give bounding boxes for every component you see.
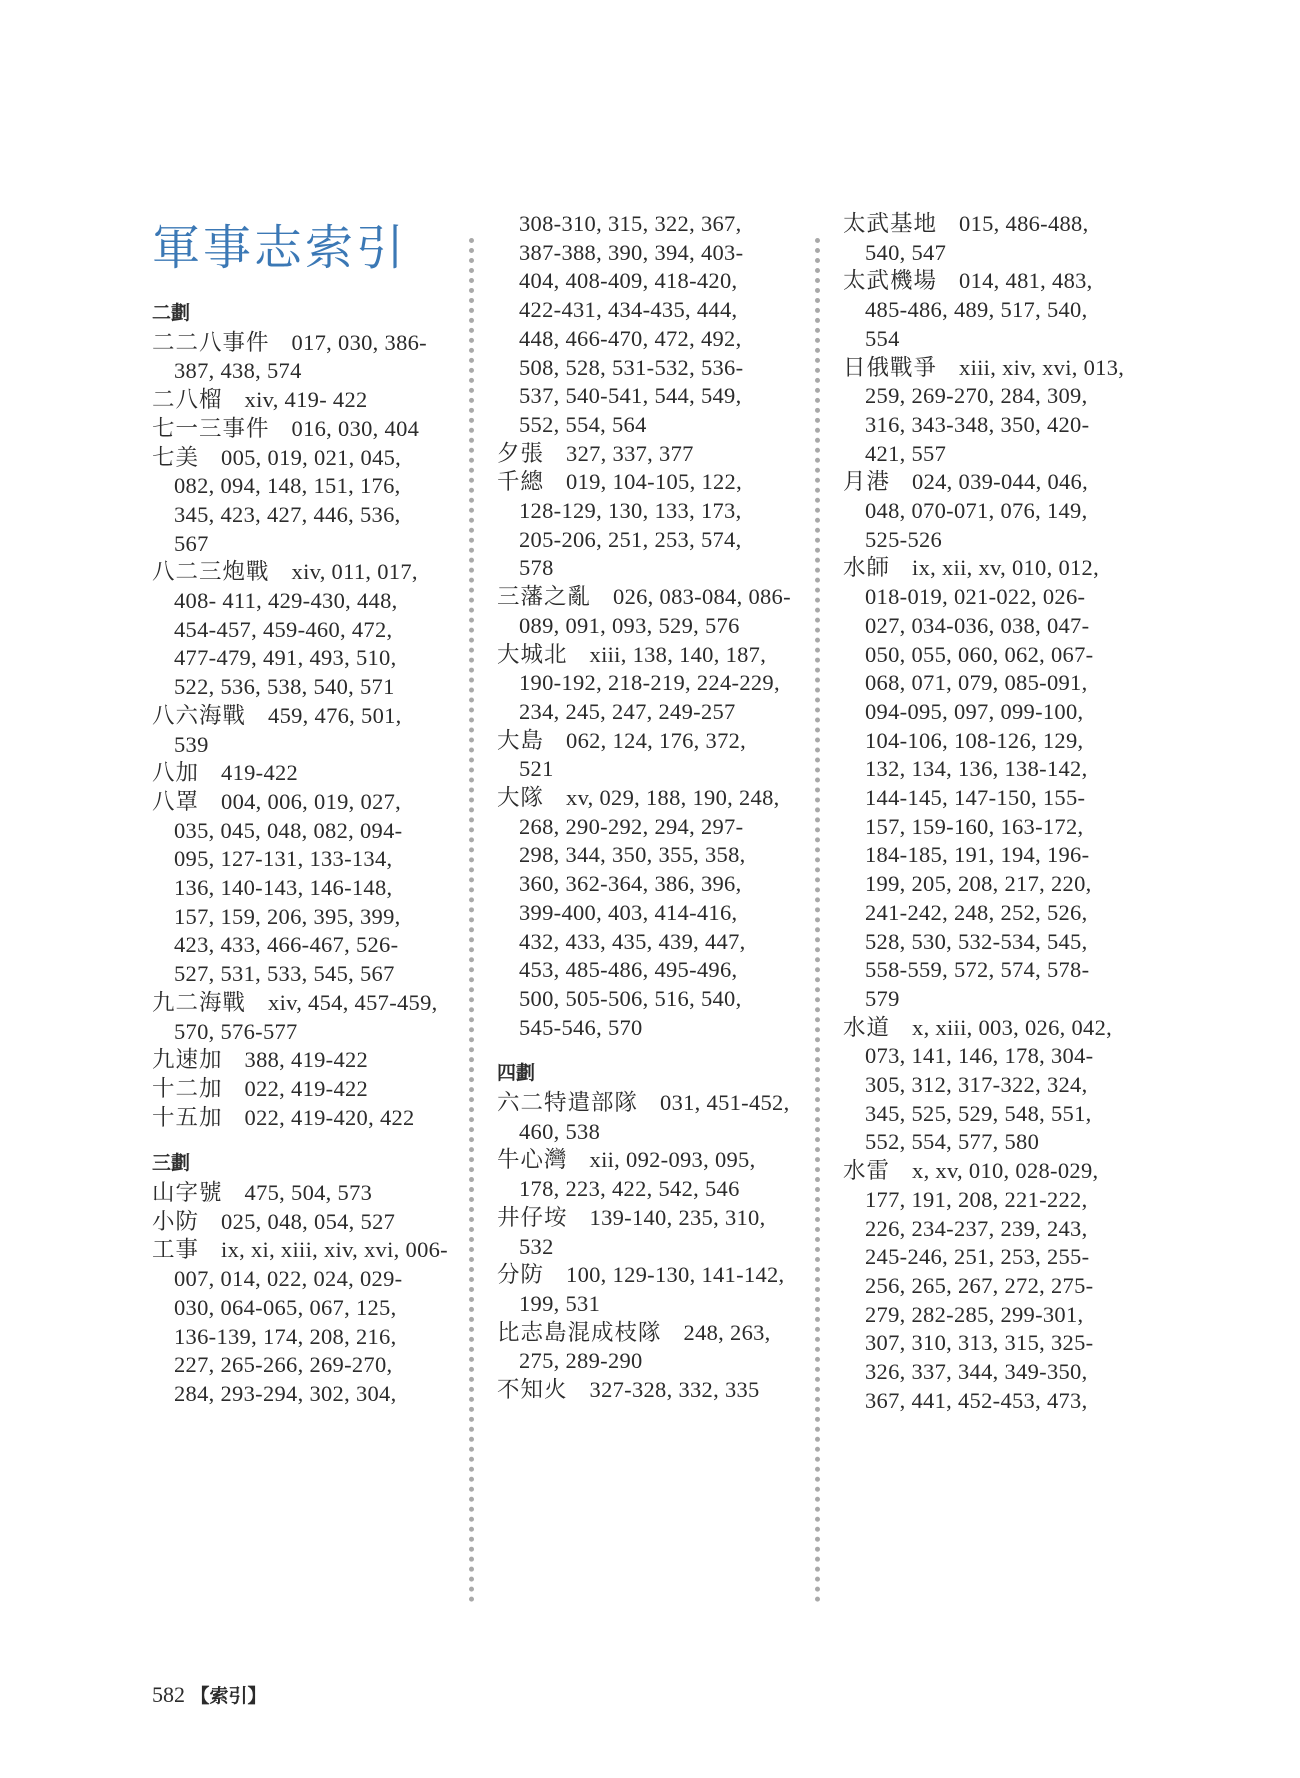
section-label: 【索引】 [190,1685,267,1707]
index-term: 比志島混成枝隊 [497,1319,662,1345]
column-divider [815,238,820,1603]
index-pages: xiv, 454, 457-459, [268,989,438,1015]
index-pages: 387, 438, 574 [174,358,302,384]
index-pages: 062, 124, 176, 372, [566,727,747,753]
index-pages: 408- 411, 429-430, 448, [174,588,398,613]
index-pages: 014, 481, 483, [959,268,1093,294]
index-term: 二八榴 [152,387,223,413]
index-pages: 030, 064-065, 067, 125, [174,1294,397,1320]
index-pages: 399-400, 403, 414-416, [519,899,738,925]
index-pages: 485-486, 489, 517, 540, [865,297,1088,323]
index-pages: 432, 433, 435, 439, 447, [519,928,746,954]
index-pages: 024, 039-044, 046, [912,469,1089,495]
index-pages: ix, xi, xiii, xiv, xvi, 006- [221,1237,448,1263]
index-pages: 448, 466-470, 472, 492, [519,325,742,351]
index-pages: 190-192, 218-219, 224-229, [519,670,780,696]
index-pages: 298, 344, 350, 355, 358, [519,842,746,868]
index-pages: x, xv, 010, 028-029, [912,1158,1099,1184]
index-pages: 199, 205, 208, 217, 220, [865,871,1092,897]
index-pages: 136, 140-143, 146-148, [174,875,393,900]
index-pages: xiv, 011, 017, [291,559,418,585]
index-pages: 017, 030, 386- [291,329,427,355]
index-term: 水師 [843,555,891,581]
index-pages: 048, 070-071, 076, 149, [865,498,1088,523]
index-pages: 316, 343-348, 350, 420- [865,411,1090,437]
index-pages: 205-206, 251, 253, 574, [519,526,742,552]
index-pages: 387-388, 390, 394, 403- [519,239,744,265]
index-term: 七一三事件 [152,415,270,441]
index-pages: 453, 485-486, 495-496, [519,957,738,983]
index-term: 月港 [843,469,891,495]
index-pages: 018-019, 021-022, 026- [865,584,1086,610]
index-pages: 521 [519,756,554,782]
index-pages: xii, 092-093, 095, [589,1147,756,1173]
index-pages: 388, 419-422 [244,1047,369,1073]
index-pages: 089, 091, 093, 529, 576 [519,612,740,638]
index-pages: 578 [519,555,554,581]
index-pages: 554 [865,325,900,351]
index-pages: 345, 525, 529, 548, 551, [865,1100,1092,1126]
index-term: 夕張 [497,440,545,466]
index-pages: x, xiii, 003, 026, 042, [912,1014,1113,1040]
index-pages: 095, 127-131, 133-134, [174,846,393,872]
index-pages: 104-106, 108-126, 129, [865,727,1084,753]
index-term: 井仔垵 [497,1204,568,1230]
index-term: 三藩之亂 [497,584,592,610]
index-entry [152,1101,415,1134]
index-pages: 545-546, 570 [519,1014,643,1040]
section-heading: 三劃 [152,1152,191,1175]
index-term: 十二加 [152,1075,223,1101]
index-pages: 022, 419-422 [244,1075,369,1101]
section-heading: 四劃 [497,1062,536,1085]
index-pages: 567 [174,530,209,556]
index-pages: 068, 071, 079, 085-091, [865,670,1088,696]
index-pages: 073, 141, 146, 178, 304- [865,1043,1094,1069]
index-pages: xiii, 138, 140, 187, [589,641,767,667]
index-entry-continuation [865,1384,1088,1417]
index-pages: 459, 476, 501, [268,702,402,728]
index-pages: 345, 423, 427, 446, 536, [174,501,401,527]
index-term: 八六海戰 [152,702,247,728]
index-pages: 136-139, 174, 208, 216, [174,1323,397,1349]
page-footer [152,1680,267,1711]
index-pages: 245-246, 251, 253, 255- [865,1244,1090,1270]
index-pages: 475, 504, 573 [244,1180,373,1205]
index-pages: ix, xii, xv, 010, 012, [912,555,1100,581]
index-pages: 422-431, 434-435, 444, [519,297,738,323]
index-pages: 184-185, 191, 194, 196- [865,842,1090,868]
index-term: 九二海戰 [152,989,247,1015]
index-pages: 477-479, 491, 493, 510, [174,645,397,671]
column-divider [469,238,474,1603]
index-pages: 552, 554, 564 [519,411,647,437]
index-pages: 360, 362-364, 386, 396, [519,871,742,897]
index-term: 不知火 [497,1377,568,1402]
index-pages: 539 [174,731,209,757]
index-pages: 026, 083-084, 086- [613,584,791,610]
index-entry [497,1373,760,1406]
index-term: 日俄戰爭 [843,354,938,380]
index-pages: 532 [519,1233,554,1259]
index-pages: 005, 019, 021, 045, [221,444,402,470]
index-pages: 268, 290-292, 294, 297- [519,813,744,839]
index-pages: xv, 029, 188, 190, 248, [566,785,780,810]
index-term: 水雷 [843,1158,891,1184]
index-pages: 327, 337, 377 [566,440,694,466]
index-pages: 227, 265-266, 269-270, [174,1352,393,1378]
index-pages: 326, 337, 344, 349-350, [865,1359,1088,1384]
index-pages: 004, 006, 019, 027, [221,788,402,814]
index-pages: 226, 234-237, 239, 243, [865,1215,1088,1241]
section-heading: 二劃 [152,302,191,324]
index-pages: 404, 408-409, 418-420, [519,268,738,294]
index-pages: 248, 263, [683,1319,771,1345]
index-term: 太武機場 [843,268,938,294]
index-pages: 259, 269-270, 284, 309, [865,383,1088,409]
index-pages: 132, 134, 136, 138-142, [865,756,1088,782]
index-pages: 305, 312, 317-322, 324, [865,1072,1088,1097]
index-pages: 454-457, 459-460, 472, [174,616,393,642]
index-term: 八加 [152,760,200,786]
index-entry-continuation [174,1377,397,1410]
index-term: 大城北 [497,641,568,667]
index-term: 六二特遣部隊 [497,1090,639,1115]
index-pages: 016, 030, 404 [291,415,420,441]
index-term: 山字號 [152,1180,223,1205]
index-pages: 528, 530, 532-534, 545, [865,928,1088,954]
index-pages: 419-422 [221,760,299,786]
index-pages: 007, 014, 022, 024, 029- [174,1266,403,1292]
index-pages: xiv, 419- 422 [244,387,368,413]
index-pages: 094-095, 097, 099-100, [865,698,1084,724]
index-term: 小防 [152,1208,200,1234]
index-term: 二二八事件 [152,329,270,355]
index-pages: 367, 441, 452-453, 473, [865,1387,1088,1413]
index-term: 工事 [152,1237,200,1263]
index-pages: 019, 104-105, 122, [566,469,743,495]
index-term: 水道 [843,1014,891,1040]
index-pages: 144-145, 147-150, 155- [865,785,1086,810]
index-term: 九速加 [152,1047,223,1073]
index-pages: 157, 159-160, 163-172, [865,813,1084,839]
index-term: 十五加 [152,1104,223,1130]
index-term: 分防 [497,1262,545,1288]
index-term: 太武基地 [843,211,938,236]
index-term: 八二三炮戰 [152,559,270,585]
index-pages: 284, 293-294, 302, 304, [174,1380,397,1406]
index-pages: 540, 547 [865,239,947,265]
index-pages: 031, 451-452, [660,1090,790,1115]
index-pages: 527, 531, 533, 545, 567 [174,961,395,987]
index-pages: 522, 536, 538, 540, 571 [174,674,395,700]
index-term: 大島 [497,727,545,753]
page-title: 軍事志索引 [152,220,408,276]
index-pages: xiii, xiv, xvi, 013, [959,354,1125,380]
index-pages: 178, 223, 422, 542, 546 [519,1176,740,1202]
index-pages: 025, 048, 054, 527 [221,1208,396,1234]
index-pages: 050, 055, 060, 062, 067- [865,641,1094,667]
index-pages: 279, 282-285, 299-301, [865,1301,1084,1327]
index-entry-continuation [519,1011,643,1044]
index-pages: 460, 538 [519,1118,601,1144]
index-pages: 177, 191, 208, 221-222, [865,1186,1088,1212]
index-pages: 579 [865,985,900,1011]
index-pages: 327-328, 332, 335 [589,1377,760,1402]
index-pages: 500, 505-506, 516, 540, [519,985,742,1011]
index-pages: 525-526 [865,526,943,552]
index-pages: 558-559, 572, 574, 578- [865,957,1090,983]
index-pages: 157, 159, 206, 395, 399, [174,903,401,929]
page-number: 582 [152,1682,185,1707]
index-pages: 552, 554, 577, 580 [865,1129,1040,1155]
index-pages: 421, 557 [865,440,947,466]
index-pages: 199, 531 [519,1290,601,1316]
index-pages: 423, 433, 466-467, 526- [174,932,399,958]
index-pages: 308-310, 315, 322, 367, [519,211,742,236]
index-pages: 241-242, 248, 252, 526, [865,899,1088,925]
index-pages: 139-140, 235, 310, [589,1204,766,1230]
index-term: 牛心灣 [497,1147,568,1173]
index-term: 千總 [497,469,545,495]
index-pages: 022, 419-420, 422 [244,1104,415,1130]
index-pages: 508, 528, 531-532, 536- [519,354,744,380]
index-term: 大隊 [497,785,545,810]
index-pages: 015, 486-488, [959,211,1089,236]
index-pages: 100, 129-130, 141-142, [566,1262,785,1288]
index-pages: 570, 576-577 [174,1018,298,1044]
index-pages: 537, 540-541, 544, 549, [519,383,742,409]
index-pages: 082, 094, 148, 151, 176, [174,473,401,499]
index-pages: 275, 289-290 [519,1348,643,1374]
index-pages: 307, 310, 313, 315, 325- [865,1330,1094,1356]
index-pages: 035, 045, 048, 082, 094- [174,817,403,843]
index-pages: 128-129, 130, 133, 173, [519,498,742,523]
index-pages: 256, 265, 267, 272, 275- [865,1272,1094,1298]
index-term: 七美 [152,444,200,470]
index-term: 八罩 [152,788,200,814]
index-pages: 234, 245, 247, 249-257 [519,698,736,724]
index-pages: 027, 034-036, 038, 047- [865,612,1090,638]
